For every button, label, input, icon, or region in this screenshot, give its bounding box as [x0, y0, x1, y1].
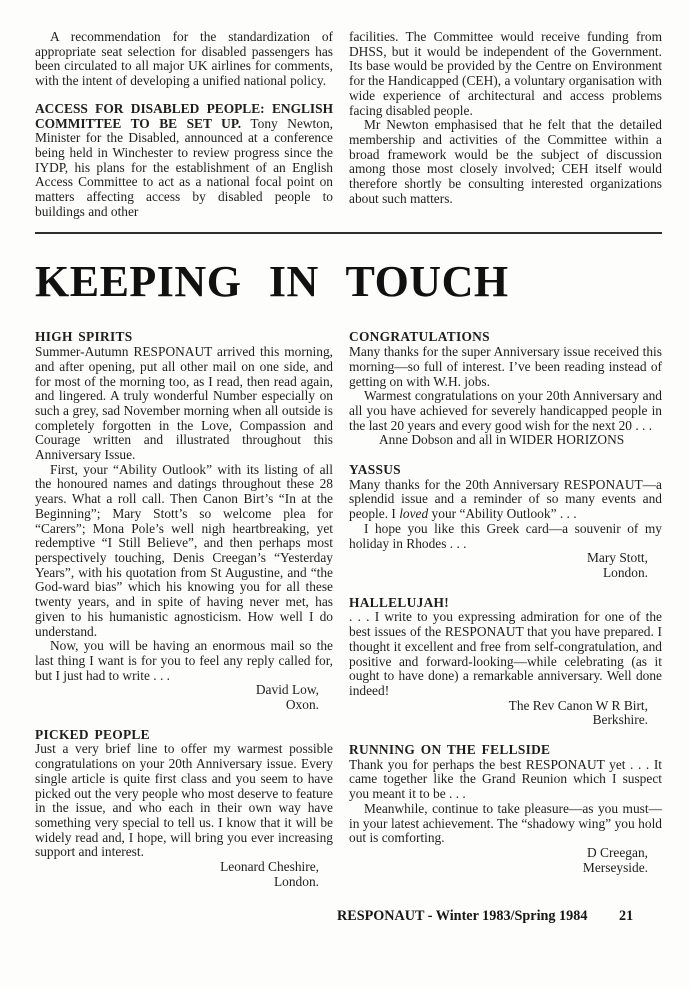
- signature-place: London.: [273, 873, 319, 889]
- letters-right-column: [349, 330, 662, 904]
- intro-right-column: [349, 30, 662, 219]
- signature-place: London.: [602, 564, 648, 580]
- journal-title: RESPONAUT - Winter 1983/Spring 1984: [337, 908, 588, 924]
- letter-yassus: [349, 463, 662, 581]
- letter-paragraph: Warmest congratulations on your 20th Anniversary and all you have achieved for severely handicapped people in the last 20 years and every good wish for the next 20 . . .: [349, 388, 662, 433]
- page-footer: [337, 908, 633, 925]
- letter-paragraph: [349, 478, 662, 522]
- paragraph-text: Tony Newton, Minister for the Disabled, announced at a conference being held in Winchester to review progress since the IYDP, his plans for the establishment of an English Access Committee to act as a national focal point on matters affecting access by disabled people to buildings and other: [35, 115, 334, 219]
- signature-name: Leonard Cheshire,: [220, 859, 319, 875]
- page-number: 21: [618, 908, 634, 924]
- letter-running-on-the-fellside: [349, 743, 662, 875]
- letter-paragraph: Summer-Autumn RESPONAUT arrived this morning, and after opening, put all other mail on one side, and for most of the morning too, as I read, then read again, and lingered. A truly wonderful Number especially on such a grey, sad November morning when all outside is completely forgotten in the Love, Compassion and Courage written and illustrated throughout this Anniversary Issue.: [35, 344, 333, 463]
- letter-heading: YASSUS: [349, 462, 401, 478]
- signature-name: D Creegan,: [587, 844, 648, 860]
- letter-paragraph: Many thanks for the super Anniversary issue received this morning—so full of interest. I’ve been reading instead of getting on with W.H. jobs.: [349, 344, 662, 389]
- letter-heading: HALLELUJAH!: [349, 594, 450, 610]
- letter-hallelujah: [349, 596, 662, 728]
- signature: [349, 551, 662, 580]
- intro-paragraph: [35, 102, 333, 220]
- intro-paragraph: facilities. The Committee would receive funding from DHSS, but it would be independent of the Government. Its base would be provided by the Centre on Environment for the Handicapped (CEH), a voluntary organisation with wide experience of architectural and access problems facing disabled people.: [349, 29, 662, 118]
- letter-high-spirits: [35, 330, 333, 712]
- signature-place: Oxon.: [285, 697, 319, 713]
- signature-name: David Low,: [255, 682, 319, 698]
- intro-left-column: [35, 30, 333, 219]
- letter-heading: CONGRATULATIONS: [349, 329, 490, 345]
- signature: [35, 860, 333, 889]
- letter-heading: RUNNING ON THE FELLSIDE: [349, 742, 551, 758]
- runin-heading: ACCESS FOR DISABLED PEOPLE: ENGLISH COMMITTEE TO BE SET UP.: [35, 100, 333, 131]
- section-divider: [35, 232, 662, 234]
- letter-paragraph: Just a very brief line to offer my warmest possible congratulations on your 20th Anniversary issue. Every single article is quite first class and you seem to have picked out the very people who most deserve to feature in the issue, and who each in their own way have something very special to tell us. I know that it will be widely read and, I hope, will bring you ever increasing support and interest.: [35, 741, 333, 860]
- letter-congratulations: [349, 330, 662, 448]
- signature: [349, 846, 662, 875]
- letter-paragraph: . . . I write to you expressing admiration for one of the best issues of the RESPONAUT that you have prepared. I thought it excellent and free from self-congratulation, and positive and forward-looking—while celebrating (as it ought to have done) a remarkable anniversary. Well done indeed!: [349, 609, 662, 698]
- letters-section: [35, 330, 662, 904]
- letter-paragraph: I hope you like this Greek card—a souvenir of my holiday in Rhodes . . .: [349, 520, 662, 551]
- signature-line: Anne Dobson and all in WIDER HORIZONS: [379, 432, 625, 448]
- signature-place: Berkshire.: [592, 712, 648, 728]
- letter-paragraph: First, your “Ability Outlook” with its listing of all the honoured names and datings throughout these 28 years. What a roll call. Then Canon Birt’s “In at the Beginning”; Mary Stott’s so welcome plea for “Carers”; Mona Pole’s well nigh heartbreaking, yet redemptive “I Still Believe”, and then perhaps most perspectively touching, Denis Creegan’s “Yesterday Years”, with his quotation from St Augustine, and “the God-ward bias” which his knowing you for all these twenty years, and in spite of having never met, has given to his humanistic agnosticism. How well I do understand.: [35, 461, 333, 639]
- paragraph-text: Many thanks for the 20th Anniversary RESPONAUT—a splendid issue and a reminder of so many events and people. I: [349, 476, 662, 522]
- signature-name: The Rev Canon W R Birt,: [508, 697, 648, 713]
- intro-article: [35, 30, 662, 219]
- paragraph-text: your “Ability Outlook” . . .: [428, 506, 577, 522]
- letter-heading: HIGH SPIRITS: [35, 329, 133, 345]
- page-title: KEEPING IN TOUCH: [35, 257, 509, 307]
- intro-paragraph: Mr Newton emphasised that he felt that the detailed membership and activities of the Committee within a broad framework would be the subject of discussion among those most closely involved; CEH itself would therefore shortly be consulting interested organizations about such matters.: [349, 117, 662, 206]
- letter-heading: PICKED PEOPLE: [35, 726, 150, 742]
- letters-left-column: [35, 330, 333, 904]
- signature-place: Merseyside.: [582, 859, 648, 875]
- signature: [349, 699, 662, 728]
- letter-paragraph: Meanwhile, continue to take pleasure—as you must—in your latest achievement. The “shadowy wing” you hold out is comforting.: [349, 800, 662, 846]
- intro-paragraph: A recommendation for the standardization of appropriate seat selection for disabled passengers has been circulated to all major UK airlines for comments, with the intent of developing a unified national policy.: [35, 29, 333, 89]
- emphasized-word: loved: [399, 506, 429, 522]
- letter-paragraph: Thank you for perhaps the best RESPONAUT yet . . . It came together like the Grand Reunion which I suspect you meant it to be . . .: [349, 756, 662, 802]
- signature-name: Mary Stott,: [586, 550, 648, 566]
- letter-paragraph: Now, you will be having an enormous mail so the last thing I want is for you to feel any reply called for, but I just had to write . . .: [35, 638, 333, 683]
- letter-picked-people: [35, 728, 333, 890]
- signature: [35, 683, 333, 712]
